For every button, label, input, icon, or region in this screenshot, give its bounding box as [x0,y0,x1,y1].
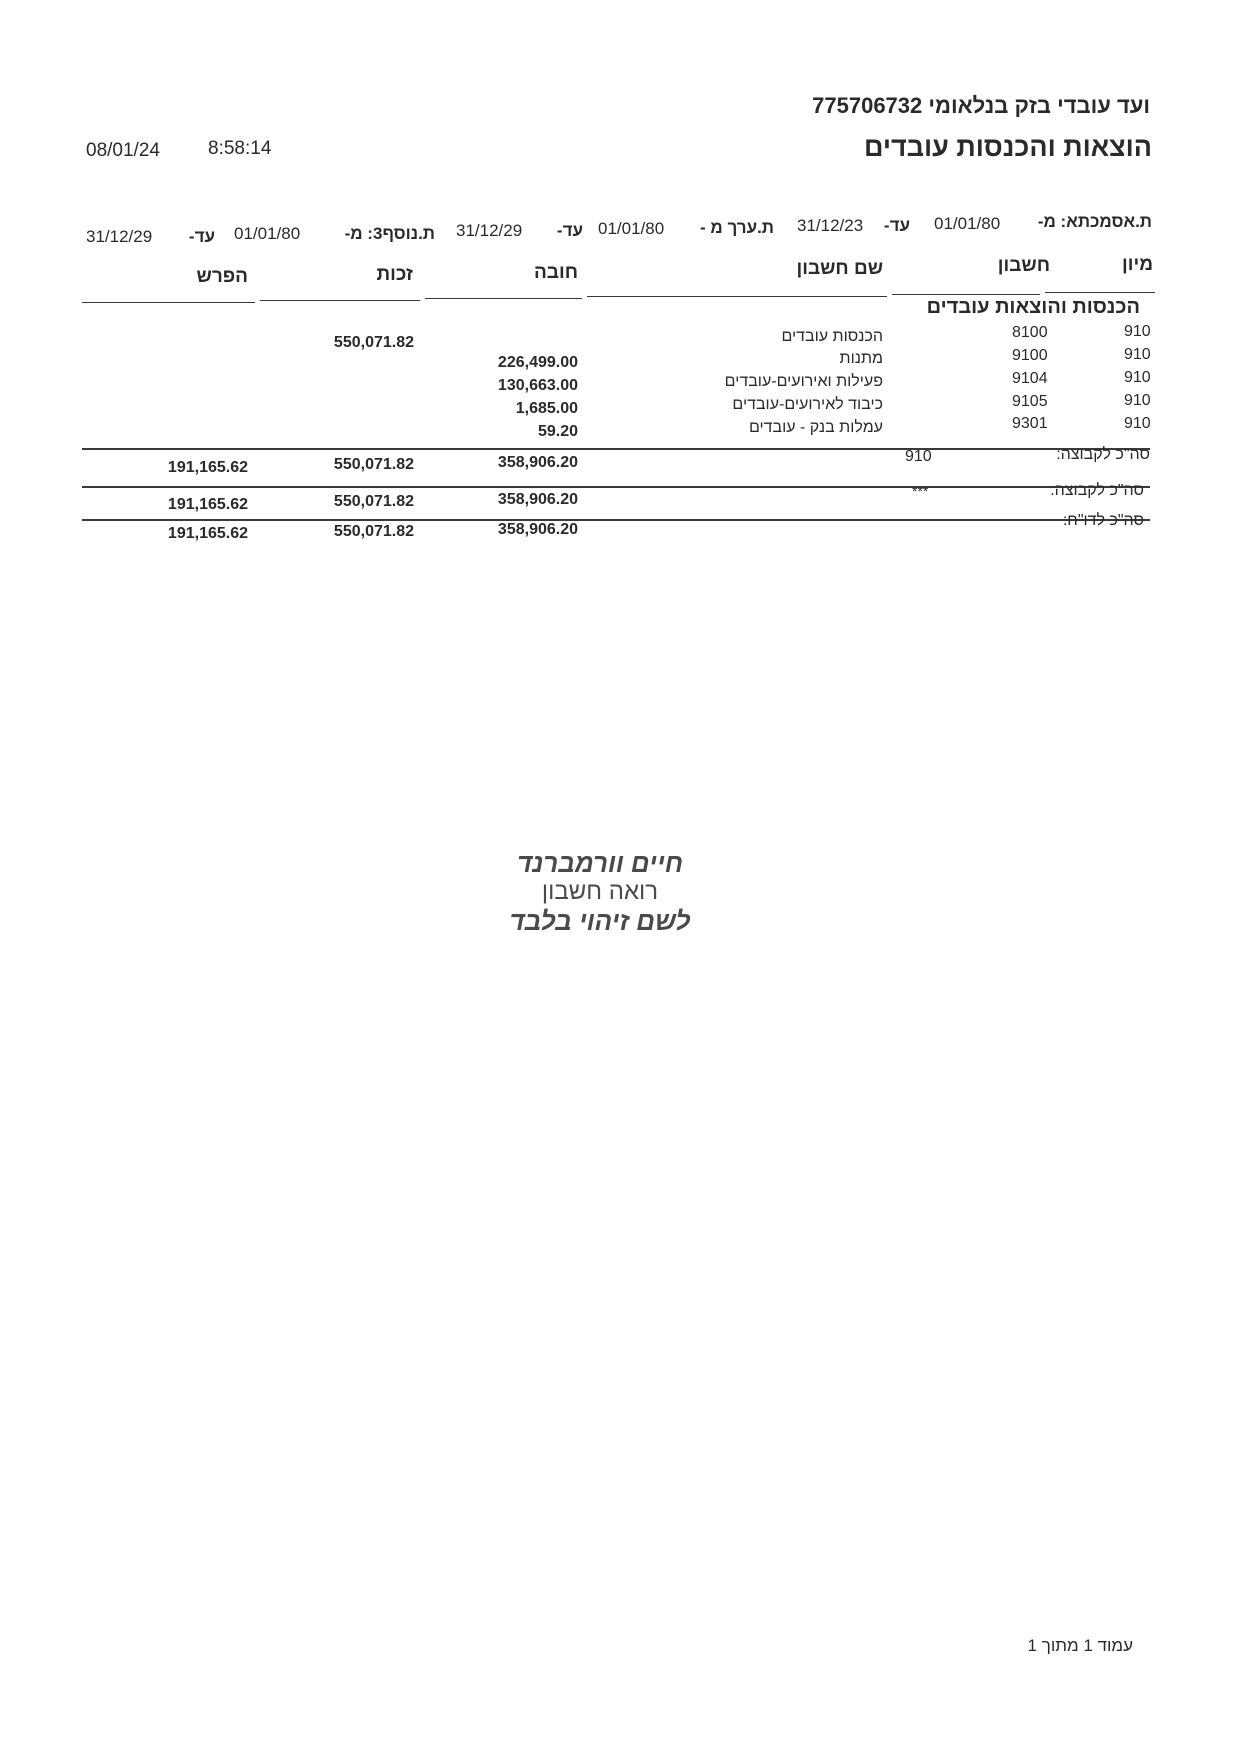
report-title: הוצאות והכנסות עובדים [863,132,1152,162]
header-underline-diff [82,302,255,303]
value-date-label: ת.ערך מ - [700,218,774,237]
total-label: סה"כ לקבוצה: [1050,482,1144,499]
extra-date-label: ת.נוסף3: מ- [344,224,435,243]
row-credit: 550,071.82 [333,334,414,351]
column-header-account: חשבון [997,255,1050,276]
page-number: עמוד 1 מתוך 1 [1027,1636,1133,1655]
row-debit: 59.20 [537,423,578,440]
row-account-name: כיבוד לאירועים-עובדים [732,396,883,413]
row-account: 9301 [1012,415,1048,432]
row-account-name: מתנות [839,350,883,367]
total-difference: 191,165.62 [167,459,248,476]
stamp-note: לשם זיהוי בלבד [509,906,691,936]
total-debit: 358,906.20 [497,491,578,508]
group-title: הכנסות והוצאות עובדים [926,296,1140,318]
value-date-to-label: עד- [556,221,583,240]
extra-date-from: 01/01/80 [234,224,301,243]
extra-date-to: 31/12/29 [86,227,153,246]
row-account-name: הכנסות עובדים [781,328,883,345]
header-underline-credit [260,300,420,301]
row-sort: 910 [1124,415,1151,432]
row-account-name: פעילות ואירועים-עובדים [724,373,883,390]
stamp-title: רואה חשבון [541,878,659,905]
extra-date-to-label: עד- [188,227,215,246]
row-account: 9104 [1012,370,1048,387]
total-code: *** [912,483,929,499]
row-debit: 226,499.00 [497,354,578,371]
row-account: 9105 [1012,393,1048,410]
total-code: 910 [905,448,932,465]
doc-date-from: 01/01/80 [934,214,1001,233]
row-account: 9100 [1012,347,1048,364]
header-underline-account [892,294,1040,295]
print-date: 08/01/24 [86,140,160,161]
header-underline-debit [425,298,582,299]
row-sort: 910 [1124,369,1151,386]
column-header-difference: הפרש [196,266,248,287]
total-debit: 358,906.20 [497,521,578,538]
stamp-name: חיים וורמברנד [516,848,684,878]
value-date-to: 31/12/29 [456,221,523,240]
total-credit: 550,071.82 [333,456,414,473]
column-header-credit: זכות [376,264,413,285]
row-debit: 1,685.00 [515,400,578,417]
column-header-sort: מיון [1122,254,1153,275]
row-account: 8100 [1012,324,1048,341]
row-debit: 130,663.00 [497,377,578,394]
row-sort: 910 [1124,392,1151,409]
organization-name: ועד עובדי בזק בנלאומי 775706732 [812,93,1150,118]
value-date-from: 01/01/80 [598,219,665,238]
row-sort: 910 [1124,346,1151,363]
total-separator-1 [82,448,1150,450]
row-account-name: עמלות בנק - עובדים [748,419,883,436]
doc-date-to: 31/12/23 [797,216,864,235]
column-header-account-name: שם חשבון [796,258,883,279]
total-label: סה"כ לקבוצה: [1056,446,1150,463]
total-difference: 191,165.62 [167,496,248,513]
column-header-debit: חובה [533,262,578,283]
header-underline-name [587,296,887,297]
total-separator-3 [82,519,1150,521]
total-credit: 550,071.82 [333,493,414,510]
doc-date-to-label: עד- [883,216,910,235]
total-credit: 550,071.82 [333,523,414,540]
print-time: 8:58:14 [208,138,272,159]
total-label: סה"כ לדו"ח: [1062,512,1144,529]
total-debit: 358,906.20 [497,454,578,471]
total-difference: 191,165.62 [167,525,248,542]
header-underline-sort [1045,292,1155,293]
total-separator-2 [82,486,1150,488]
row-sort: 910 [1124,323,1151,340]
doc-date-label: ת.אסמכתא: מ- [1037,212,1152,231]
